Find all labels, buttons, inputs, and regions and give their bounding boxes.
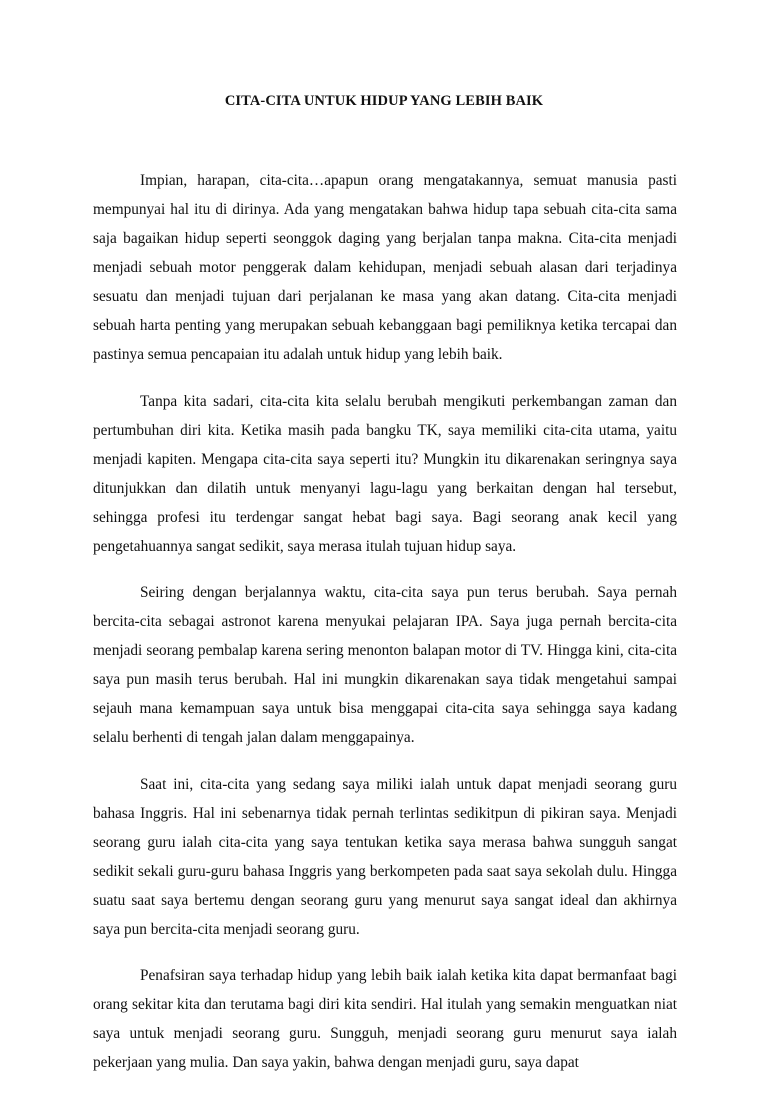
paragraph-2: Tanpa kita sadari, cita-cita kita selalu berubah mengikuti perkembangan zaman dan pertumbuhan diri kita. Ketika masih pada bangku TK, saya memiliki cita-cita utama, yaitu menjadi kapiten. Mengapa cita-cita saya seperti itu? Mungkin itu dikarenakan seringnya saya ditunjukkan dan dilatih untuk menyanyi lagu-lagu yang berkaitan dengan hal tersebut, sehingga profesi itu terdengar sangat hebat bagi saya. Bagi seorang anak kecil yang pengetahuannya sangat sedikit, saya merasa itulah tujuan hidup saya. [93,392,677,555]
document-body [93,166,677,1095]
paragraph-1: Impian, harapan, cita-cita…apapun orang mengatakannya, semuat manusia pasti mempunyai hal itu di dirinya. Ada yang mengatakan bahwa hidup tapa sebuah cita-cita sama saja bagaikan hidup seperti seonggok daging yang berjalan tanpa makna. Cita-cita menjadi menjadi sebuah motor penggerak dalam kehidupan, menjadi sebuah alasan dari terjadinya sesuatu dan menjadi tujuan dari perjalanan ke masa yang akan datang. Cita-cita menjadi sebuah harta penting yang merupakan sebuah kebanggaan bagi pemiliknya ketika tercapai dan pastinya semua pencapaian itu adalah untuk hidup yang lebih baik. [93,172,677,363]
paragraph-3: Seiring dengan berjalannya waktu, cita-cita saya pun terus berubah. Saya pernah bercita-cita sebagai astronot karena menyukai pelajaran IPA. Saya juga pernah bercita-cita menjadi seorang pembalap karena sering menonton balapan motor di TV. Hingga kini, cita-cita saya pun masih terus berubah. Hal ini mungkin dikarenakan saya tidak mengetahui sampai sejauh mana kemampuan saya untuk bisa menggapai cita-cita saya sehingga saya kadang selalu berhenti di tengah jalan dalam menggapainya. [93,584,677,746]
paragraph-5: Penafsiran saya terhadap hidup yang lebih baik ialah ketika kita dapat bermanfaat bagi orang sekitar kita dan terutama bagi diri kita sendiri. Hal itulah yang semakin menguatkan niat saya untuk menjadi seorang guru. Sungguh, menjadi seorang guru menurut saya ialah pekerjaan yang mulia. Dan saya yakin, bahwa dengan menjadi guru, saya dapat [93,967,677,1071]
document-title: CITA-CITA UNTUK HIDUP YANG LEBIH BAIK [224,93,544,109]
paragraph-4: Saat ini, cita-cita yang sedang saya miliki ialah untuk dapat menjadi seorang guru bahasa Inggris. Hal ini sebenarnya tidak pernah terlintas sedikitpun di pikiran saya. Menjadi seorang guru ialah cita-cita yang saya tentukan ketika saya merasa bahwa sungguh sangat sedikit sekali guru-guru bahasa Inggris yang berkompeten pada saat saya sekolah dulu. Hingga suatu saat saya bertemu dengan seorang guru yang menurut saya sangat ideal dan akhirnya saya pun bercita-cita menjadi seorang guru. [93,775,677,938]
